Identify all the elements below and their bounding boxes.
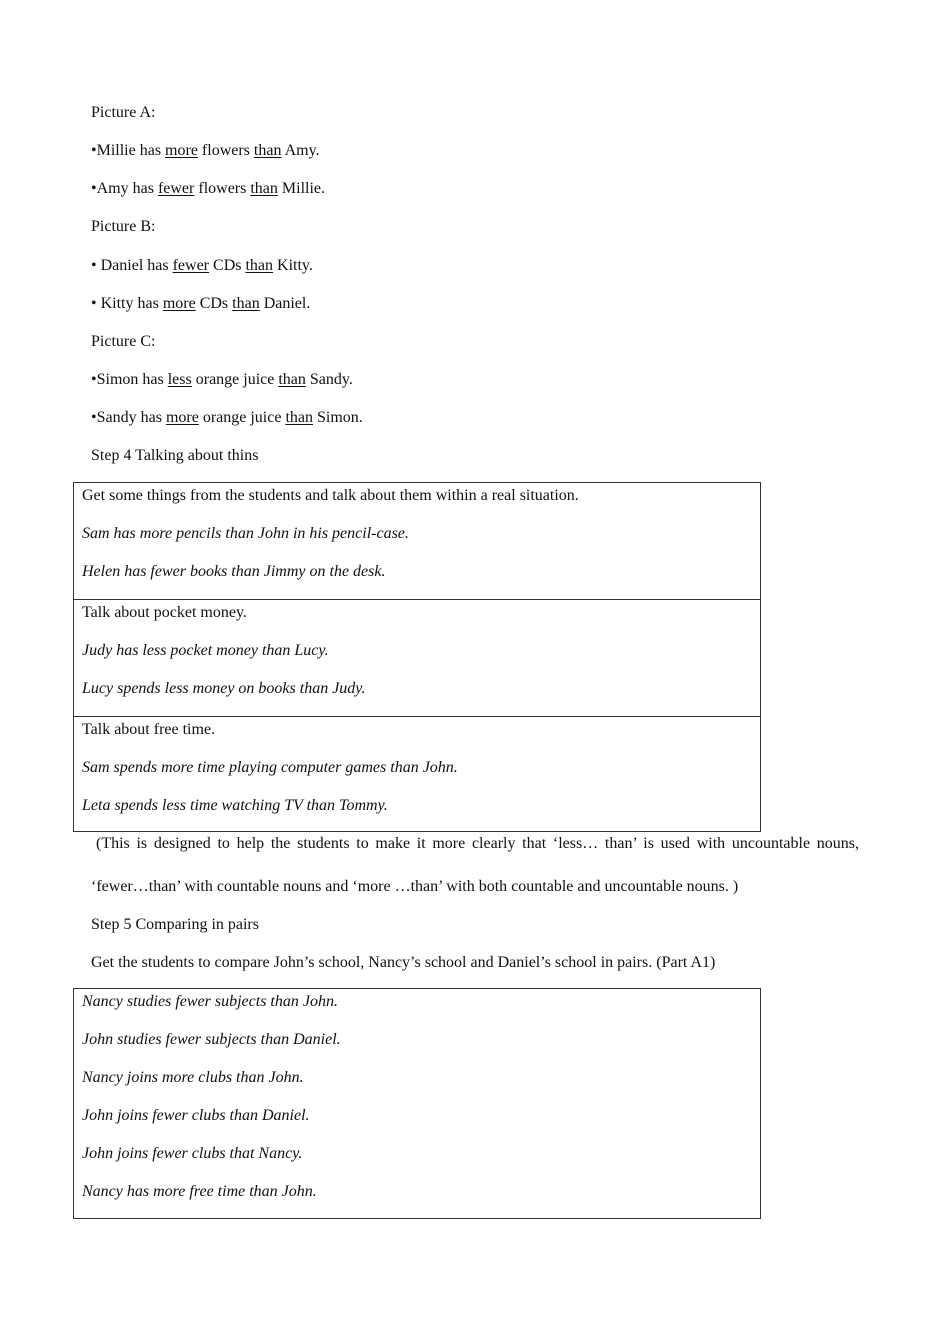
table-row	[74, 599, 760, 716]
picture-a-heading: Picture A:	[91, 104, 156, 121]
sentence-list	[74, 989, 760, 1218]
text: Daniel.	[259, 295, 311, 312]
text: Simon has	[96, 371, 168, 388]
text: Simon.	[312, 409, 363, 426]
bullet: •	[91, 180, 97, 197]
text: orange juice	[191, 371, 279, 388]
example-sentence: Leta spends less time watching TV than Tommy.	[82, 797, 388, 814]
underlined-word: than	[232, 295, 260, 312]
picture-b-sentence-2	[91, 294, 310, 314]
text: Millie has	[96, 142, 166, 159]
bullet: •	[91, 409, 97, 426]
text: Kitty has	[100, 295, 163, 312]
underlined-word: than	[253, 142, 282, 159]
text: Daniel has	[100, 257, 173, 274]
text: flowers	[197, 142, 254, 159]
underlined-word: than	[278, 371, 306, 388]
text: flowers	[194, 180, 251, 197]
row-lead: Get some things from the students and talk about them within a real situation.	[82, 487, 579, 504]
underlined-word: less	[167, 371, 192, 388]
picture-c-heading: Picture C:	[91, 333, 156, 350]
row-lead: Talk about free time.	[82, 721, 216, 738]
note-line-1: (This is designed to help the students to make it more clearly that ‘less… than’ is used with uncountable nouns,	[96, 835, 859, 852]
list-item: John joins fewer clubs that Nancy.	[82, 1145, 303, 1162]
picture-b-sentence-1	[91, 256, 313, 276]
note-line-2: ‘fewer…than’ with countable nouns and ‘more …than’ with both countable and uncountable nouns. )	[91, 878, 739, 895]
underlined-word: fewer	[157, 180, 195, 197]
underlined-word: than	[285, 409, 313, 426]
text: Millie.	[277, 180, 325, 197]
list-item: John joins fewer clubs than Daniel.	[82, 1107, 310, 1124]
example-sentence: Sam has more pencils than John in his pencil-case.	[82, 525, 409, 542]
row-lead: Talk about pocket money.	[82, 604, 247, 621]
text: Sandy.	[305, 371, 353, 388]
text: Sandy has	[96, 409, 166, 426]
example-sentence: Lucy spends less money on books than Judy.	[82, 680, 366, 697]
step-4-heading: Step 4 Talking about thins	[91, 447, 259, 464]
table-row	[74, 483, 760, 599]
text: Amy.	[281, 142, 320, 159]
list-item: John studies fewer subjects than Daniel.	[82, 1031, 341, 1048]
underlined-word: fewer	[172, 257, 210, 274]
bullet: •	[91, 257, 101, 274]
bullet: •	[91, 295, 101, 312]
step-5-heading: Step 5 Comparing in pairs	[91, 916, 259, 933]
example-sentence: Sam spends more time playing computer games than John.	[82, 759, 458, 776]
list-item: Nancy joins more clubs than John.	[82, 1069, 304, 1086]
step-5-instruction: Get the students to compare John’s school, Nancy’s school and Daniel’s school in pairs. (Part A1)	[91, 954, 716, 971]
underlined-word: more	[165, 142, 198, 159]
step-4-table	[73, 482, 761, 832]
example-sentence: Judy has less pocket money than Lucy.	[82, 642, 329, 659]
underlined-word: more	[165, 409, 199, 426]
text: orange juice	[198, 409, 286, 426]
underlined-word: more	[162, 295, 196, 312]
picture-b-heading: Picture B:	[91, 218, 156, 235]
bullet: •	[91, 371, 97, 388]
example-sentence: Helen has fewer books than Jimmy on the desk.	[82, 563, 386, 580]
text: Amy has	[96, 180, 158, 197]
picture-a-sentence-1	[91, 141, 320, 161]
picture-c-sentence-1	[91, 370, 353, 390]
table-row	[74, 716, 760, 831]
underlined-word: than	[245, 257, 274, 274]
underlined-word: than	[250, 180, 278, 197]
step-5-box	[73, 988, 761, 1219]
bullet: •	[91, 142, 97, 159]
list-item: Nancy studies fewer subjects than John.	[82, 993, 338, 1010]
text: Kitty.	[273, 257, 313, 274]
text: CDs	[209, 257, 246, 274]
picture-c-sentence-2	[91, 408, 363, 428]
picture-a-sentence-2	[91, 179, 325, 199]
text: CDs	[195, 295, 233, 312]
list-item: Nancy has more free time than John.	[82, 1183, 317, 1200]
